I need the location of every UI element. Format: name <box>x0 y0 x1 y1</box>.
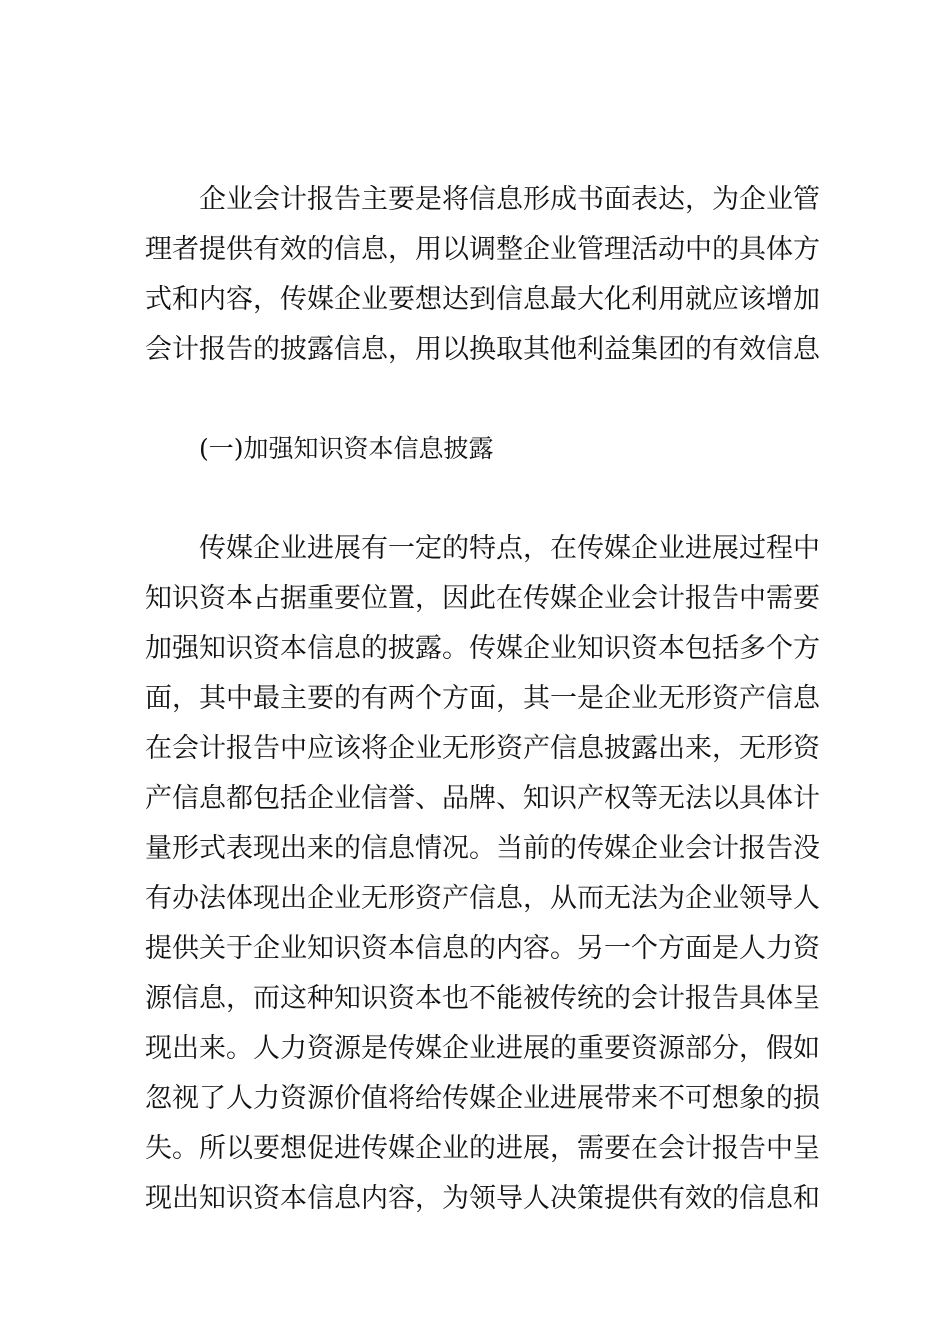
paragraph-2-line-2: 知识资本占据重要位置，因此在传媒企业会计报告中需要 <box>145 583 820 614</box>
paragraph-2-line-11: 现出来。人力资源是传媒企业进展的重要资源部分，假如 <box>145 1033 820 1064</box>
paragraph-2-line-5: 在会计报告中应该将企业无形资产信息披露出来，无形资 <box>145 733 820 764</box>
paragraph-2-line-3: 加强知识资本信息的披露。传媒企业知识资本包括多个方 <box>145 633 820 664</box>
paragraph-2-line-7: 量形式表现出来的信息情况。当前的传媒企业会计报告没 <box>145 833 820 864</box>
paragraph-2-line-9: 提供关于企业知识资本信息的内容。另一个方面是人力资 <box>145 933 820 964</box>
paragraph-2-line-8: 有办法体现出企业无形资产信息，从而无法为企业领导人 <box>145 883 820 914</box>
paragraph-1-line-2: 理者提供有效的信息，用以调整企业管理活动中的具体方 <box>145 234 820 265</box>
paragraph-2-line-4: 面，其中最主要的有两个方面，其一是企业无形资产信息 <box>145 683 820 714</box>
paragraph-1-line-1: 企业会计报告主要是将信息形成书面表达，为企业管 <box>199 184 820 215</box>
paragraph-2-line-13: 失。所以要想促进传媒企业的进展，需要在会计报告中呈 <box>145 1133 820 1164</box>
paragraph-2-line-12: 忽视了人力资源价值将给传媒企业进展带来不可想象的损 <box>145 1083 820 1114</box>
paragraph-1-line-3: 式和内容，传媒企业要想达到信息最大化利用就应该增加 <box>145 284 820 315</box>
paragraph-2-line-6: 产信息都包括企业信誉、品牌、知识产权等无法以具体计 <box>145 783 820 814</box>
paragraph-2-line-10: 源信息，而这种知识资本也不能被传统的会计报告具体呈 <box>145 983 820 1014</box>
paragraph-2-line-1: 传媒企业进展有一定的特点，在传媒企业进展过程中 <box>199 533 820 564</box>
paragraph-1-line-4: 会计报告的披露信息，用以换取其他利益集团的有效信息 <box>145 334 820 365</box>
paragraph-2-line-14: 现出知识资本信息内容，为领导人决策提供有效的信息和 <box>145 1183 820 1214</box>
section-heading: (一)加强知识资本信息披露 <box>199 434 494 463</box>
